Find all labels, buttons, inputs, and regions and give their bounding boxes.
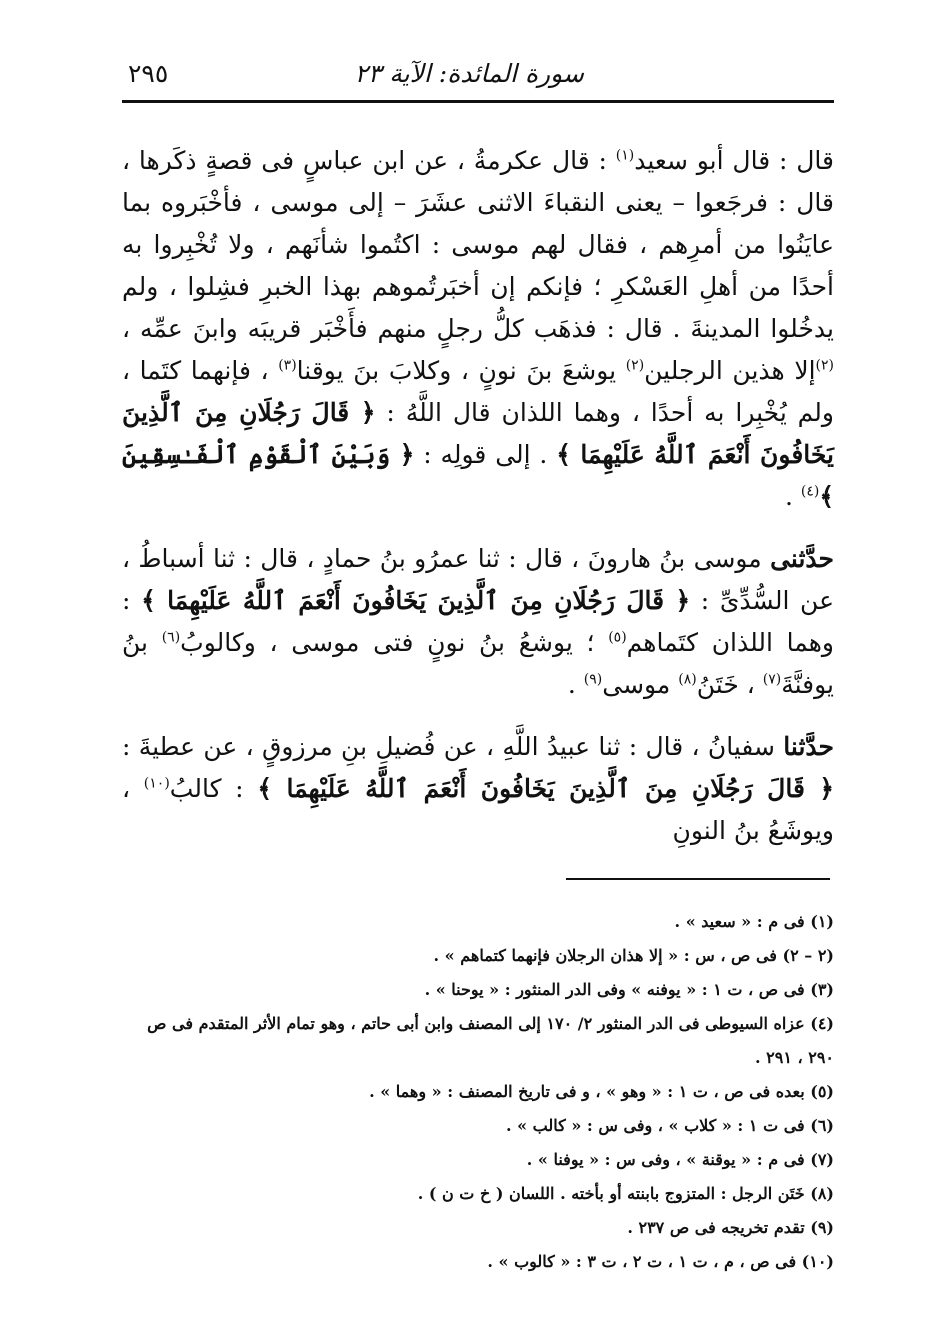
footnote-ref: (٥) (608, 629, 627, 646)
text-run: إلا هذين الرجلين (644, 356, 816, 385)
text-run: يوشعَ بنَ نونٍ ، وكلابَ بنَ يوقنا (296, 356, 626, 385)
footnote: (٨) خَتَن الرجل : المتزوج بابنته أو بأخته . اللسان ( خ ت ن ) . (417, 1184, 834, 1203)
footnote-ref: (٩) (583, 671, 603, 688)
page-number: ٢٩٥ (128, 59, 169, 88)
footnote: (٣) فى ص ، ت ١ : « يوفنه » وفى الدر المنثور : « يوحنا » . (424, 980, 834, 999)
quran-quote: ﴿ قَالَ رَجُلَانِ مِنَ ٱلَّذِينَ يَخَافُونَ أَنْعَمَ ٱللَّهُ عَلَيْهِمَا ﴾ (122, 398, 834, 469)
footnote-ref: (٤) (800, 483, 820, 500)
text-run: ، ويوشَعُ بنُ النونِ (122, 774, 834, 845)
footnote: (١) فى م : « سعيد » . (674, 912, 834, 931)
text-run: ، خَتَنُ (696, 670, 763, 699)
footnote-ref: (٢) (625, 357, 645, 374)
footnote-ref: (٢) (815, 357, 834, 374)
footnote-ref: (١٠) (143, 775, 170, 792)
text-run: سفيانُ ، قال : ثنا عبيدُ اللَّهِ ، عن فُضيلِ بنِ مرزوقٍ ، عن عطيةَ : (122, 732, 784, 761)
text-run: . إلى قولِه : (414, 440, 557, 469)
narration-lead: حدَّثنا (783, 732, 834, 761)
header-title: سورة المائدة: الآية ٢٣ (354, 59, 584, 88)
footnote: (٢ – ٢) فى ص ، س : « إلا هذان الرجلان فإنهما كتماهم » . (433, 946, 834, 965)
text-run: ، فإنهما كتَما ، ولم يُخْبِرا به أحدًا ، وهما اللذان قال اللَّهُ : (122, 356, 834, 427)
footnote: (٤) عزاه السيوطى فى الدر المنثور ٢/ ١٧٠ إلى المصنف وابن أبى حاتم ، وهو تمام الأثر المتقدم فى ص ٢٩٠ ، ٢٩١ . (147, 1014, 834, 1067)
text-run: : وهما اللذان كتَماهم (122, 586, 834, 657)
text-run: : قال عكرمةُ ، عن ابن عباسٍ فى قصةٍ ذكَرها ، قال : فرجَعوا – يعنى النقباءَ الاثنى عشَرَ – إلى موسى ، فأخْبَروه بما عايَنُوا من أمرِهم ، فقال لهم موسى : اكتُموا شأنَهم ، ولا تُخْبِروا به أحدًا من أهلِ العَسْكرِ ؛ فإنكم إن أخبَرتُموهم بهذا الخبرِ فشِلوا ، ولم يدخُلوا المدينةَ . قال : فذهَب كلُّ رجلٍ منهم فأَخْبَر قريبَه وابنَ عمِّه ، (122, 146, 834, 343)
text-run: . (784, 482, 801, 511)
text-run: موسى بنُ هارونَ ، قال : ثنا عمرُو بنُ حمادٍ ، قال : ثنا أسباطُ ، عن السُّدِّىِّ : (122, 544, 834, 615)
footnotes (122, 905, 834, 1279)
footnote: (٥) بعده فى ص ، ت ١ : « وهو » ، و فى تاريخ المصنف : « وهما » . (369, 1082, 834, 1101)
paragraph (122, 538, 834, 706)
narration-lead: حدَّثنى (770, 544, 834, 573)
quran-quote: ﴿ قَالَ رَجُلَانِ مِنَ ٱلَّذِينَ يَخَافُونَ أَنْعَمَ ٱللَّهُ عَلَيْهِمَا ﴾ (257, 774, 835, 803)
running-header (122, 55, 834, 95)
footnote-ref: (٧) (762, 671, 782, 688)
body-text (122, 140, 834, 852)
footnote-ref: (١) (615, 147, 635, 164)
footnote: (٧) فى م : « يوقنة » ، وفى س : « يوفنا » . (526, 1150, 834, 1169)
quran-quote: ﴿ قَالَ رَجُلَانِ مِنَ ٱلَّذِينَ يَخَافُونَ أَنْعَمَ ٱللَّهُ عَلَيْهِمَا ﴾ (141, 586, 691, 615)
footnote-ref: (٣) (278, 357, 297, 374)
text-run: . (567, 670, 584, 699)
text-run: ؛ يوشعُ بنُ نونٍ فتى موسى ، وكالوبُ (180, 628, 609, 657)
footnote: (١٠) فى ص ، م ، ت ١ ، ت ٢ ، ت ٣ : « كالوب » . (487, 1252, 834, 1271)
footnote: (٩) تقدم تخريجه فى ص ٢٣٧ . (627, 1218, 834, 1237)
footnote-rule (566, 878, 830, 880)
footnote-ref: (٨) (678, 671, 697, 688)
quran-quote: ﴿ وَبَيْنَ ٱلْقَوْمِ ٱلْفَـٰسِقِينَ ﴾ (122, 440, 834, 511)
header-rule (122, 100, 834, 103)
paragraph (122, 140, 834, 518)
text-run: بنُ يوفنَّةَ (122, 628, 834, 699)
footnote-ref: (٦) (161, 629, 181, 646)
footnote: (٦) فى ت ١ : « كلاب » ، وفى س : « كالب » . (505, 1116, 834, 1135)
text-run: قال : قال أبو سعيد (634, 146, 834, 175)
paragraph (122, 726, 834, 852)
text-run: : كالبُ (169, 774, 258, 803)
text-run: موسى (602, 670, 679, 699)
